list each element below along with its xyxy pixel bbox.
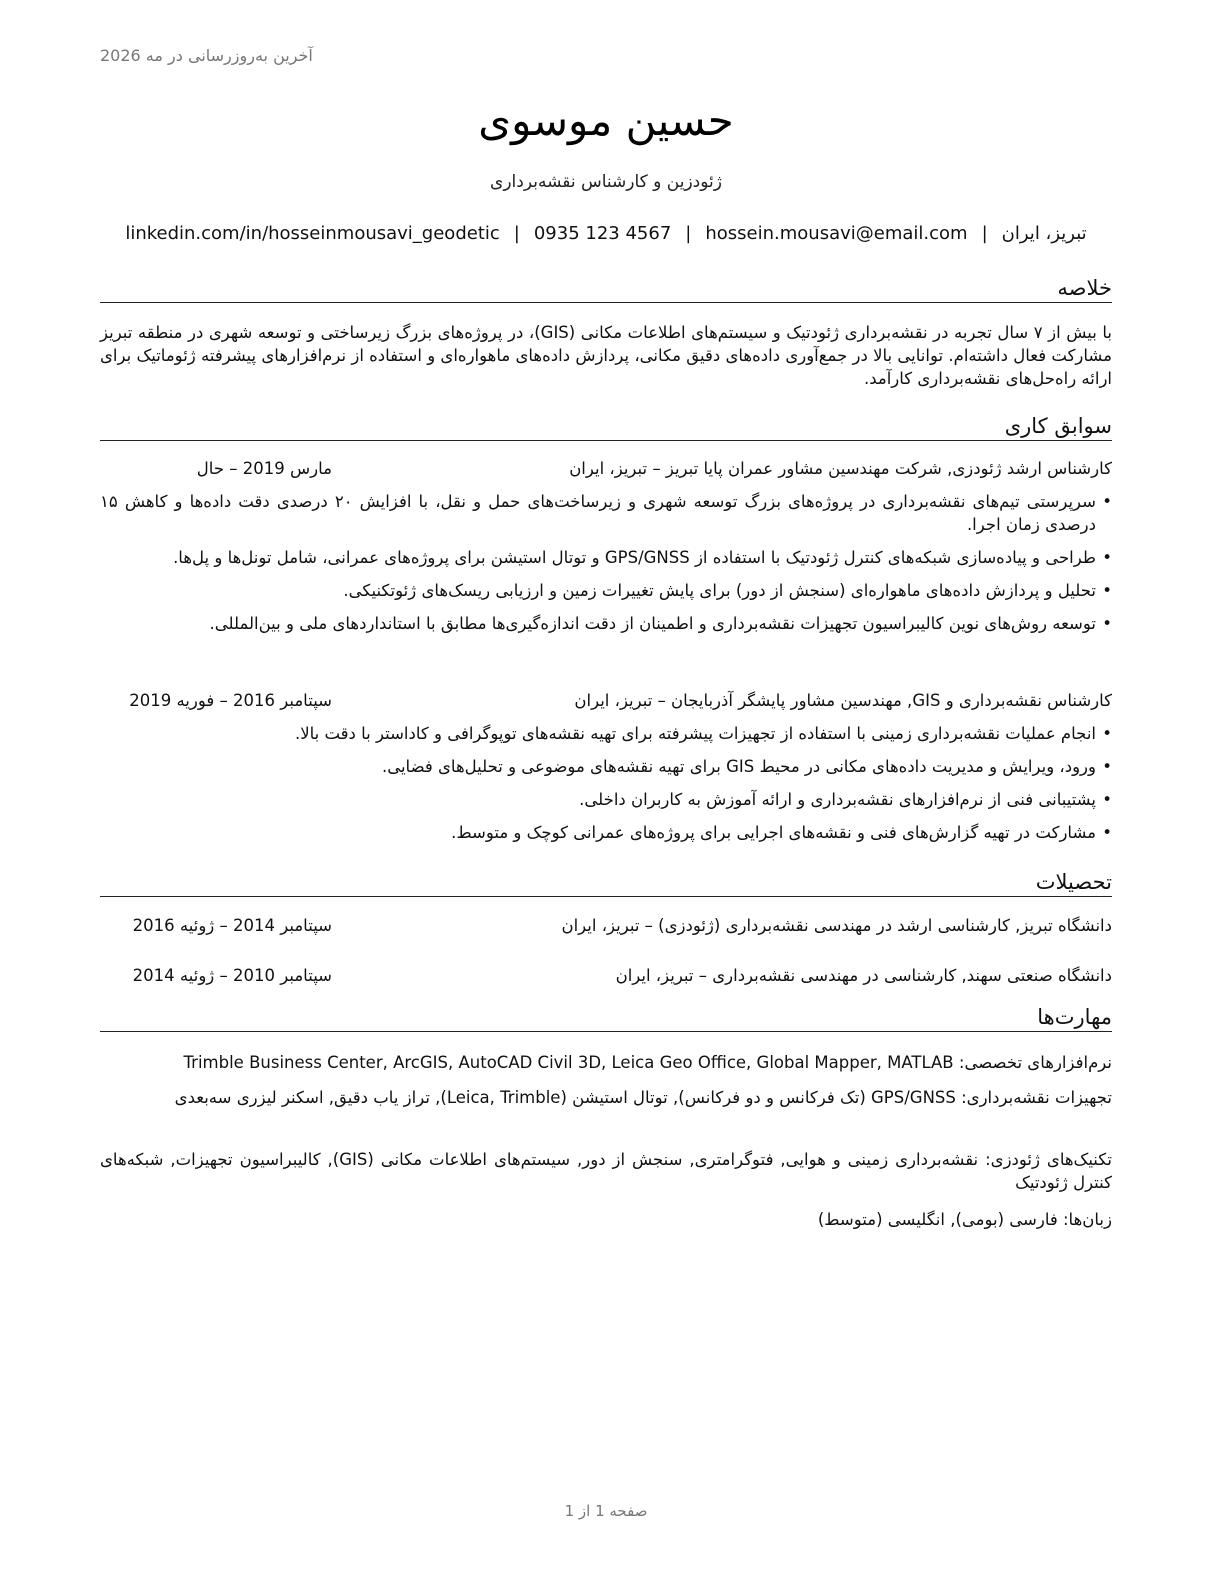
summary-text: با بیش از ۷ سال تجربه در نقشه‌برداری ژئودتیک و سیستم‌های اطلاعات مکانی (GIS)، در پروژه‌های بزرگ زیرساختی و توسعه شهری در منطقه تبریز مشارکت فعال داشته‌ام. توانایی بالا در جمع‌آوری داده‌های دقیق مکانی، پردازش داده‌های ماهواره‌ای و استفاده از نرم‌افزارهای پیشرفته ژئوماتیک برای ارائه راه‌حل‌های نقشه‌برداری کارآمد. xyxy=(100,323,1113,388)
job-header xyxy=(100,691,1112,715)
contact-location: تبریز، ایران xyxy=(1001,223,1087,244)
education-heading: دانشگاه تبریز, کارشناسی ارشد در مهندسی نقشه‌برداری (ژئودزی) – تبریز، ایران xyxy=(561,916,1112,935)
education-dates: سپتامبر 2014 – ژوئیه 2016 xyxy=(132,916,332,935)
job-bullet: • مشارکت در تهیه گزارش‌های فنی و نقشه‌های اجرایی برای پروژه‌های عمرانی کوچک و متوسط. xyxy=(100,821,1112,844)
contact-email[interactable]: hossein.mousavi@email.com xyxy=(705,223,968,244)
education-dates: سپتامبر 2010 – ژوئیه 2014 xyxy=(132,966,332,985)
job-bullet: • ورود، ویرایش و مدیریت داده‌های مکانی در محیط GIS برای تهیه نقشه‌های موضوعی و تحلیل‌های فضایی. xyxy=(100,755,1112,778)
job-title: کارشناس نقشه‌برداری و GIS, مهندسین مشاور پایشگر آذربایجان – تبریز، ایران xyxy=(574,691,1112,710)
education-heading: دانشگاه صنعتی سهند, کارشناسی در مهندسی نقشه‌برداری – تبریز، ایران xyxy=(615,966,1112,985)
section-title-experience: سوابق کاری xyxy=(100,414,1112,441)
job-header xyxy=(100,459,1112,483)
education-item xyxy=(100,966,1112,990)
resume-name: حسین موسوی xyxy=(478,96,734,145)
skill-line: تکنیک‌های ژئودزی: نقشه‌برداری زمینی و هوایی, فتوگرامتری, سنجش از دور, سیستم‌های اطلاعات مکانی (GIS), کالیبراسیون تجهیزات, شبکه‌های کنترل ژئودتیک xyxy=(100,1150,1112,1192)
skill-line: زبان‌ها: فارسی (بومی), انگلیسی (متوسط) xyxy=(817,1210,1112,1229)
contact-separator: | xyxy=(685,223,692,244)
section-title-summary: خلاصه xyxy=(100,276,1112,303)
contact-separator: | xyxy=(981,223,988,244)
contact-line xyxy=(100,223,1112,244)
last-updated-note: آخرین به‌روزرسانی در مه 2026 xyxy=(100,46,313,65)
job-bullet: • پشتیبانی فنی از نرم‌افزارهای نقشه‌برداری و ارائه آموزش به کاربران داخلی. xyxy=(100,788,1112,811)
job-bullet: • انجام عملیات نقشه‌برداری زمینی با استفاده از تجهیزات پیشرفته برای تهیه نقشه‌های توپوگرافی و کاداستر با دقت بالا. xyxy=(100,722,1112,745)
contact-phone[interactable]: 0935 123 4567 xyxy=(533,223,672,244)
job-dates: مارس 2019 – حال xyxy=(196,459,332,478)
job-title: کارشناس ارشد ژئودزی, شرکت مهندسین مشاور عمران پایا تبریز – تبریز، ایران xyxy=(569,459,1112,478)
job-bullet: • طراحی و پیاده‌سازی شبکه‌های کنترل ژئودتیک با استفاده از GPS/GNSS و توتال استیشن برای پروژه‌های عمرانی، شامل تونل‌ها و پل‌ها. xyxy=(100,546,1112,569)
education-item xyxy=(100,916,1112,940)
job-bullet: • سرپرستی تیم‌های نقشه‌برداری در پروژه‌های بزرگ توسعه شهری و زیرساخت‌های حمل و نقل، با افزایش ۲۰ درصدی دقت داده‌ها و کاهش ۱۵ درصدی زمان اجرا. xyxy=(100,490,1112,536)
job-dates: سپتامبر 2016 – فوریه 2019 xyxy=(129,691,332,710)
section-title-education: تحصیلات xyxy=(100,870,1112,897)
resume-tagline: ژئودزین و کارشناس نقشه‌برداری xyxy=(490,172,722,192)
job-bullet: • تحلیل و پردازش داده‌های ماهواره‌ای (سنجش از دور) برای پایش تغییرات زمین و ارزیابی ریسک‌های ژئوتکنیکی. xyxy=(100,579,1112,602)
section-title-skills: مهارت‌ها xyxy=(100,1005,1112,1032)
contact-separator: | xyxy=(513,223,520,244)
contact-linkedin[interactable]: linkedin.com/in/hosseinmousavi_geodetic xyxy=(125,223,500,244)
skill-line: نرم‌افزارهای تخصصی: Trimble Business Center, ArcGIS, AutoCAD Civil 3D, Leica Geo Office, Global Mapper, MATLAB xyxy=(183,1053,1112,1072)
page-number: صفحه 1 از 1 xyxy=(564,1502,648,1520)
job-bullets xyxy=(100,722,1112,854)
resume-page xyxy=(100,0,1112,1584)
job-bullets xyxy=(100,490,1112,645)
skill-line: تجهیزات نقشه‌برداری: GPS/GNSS (تک فرکانس و دو فرکانس), توتال استیشن (Leica, Trimble), تراز یاب دقیق, اسکنر لیزری سه‌بعدی xyxy=(174,1088,1112,1107)
job-bullet: • توسعه روش‌های نوین کالیبراسیون تجهیزات نقشه‌برداری و اطمینان از دقت اندازه‌گیری‌ها مطابق با استانداردهای ملی و بین‌المللی. xyxy=(100,612,1112,635)
